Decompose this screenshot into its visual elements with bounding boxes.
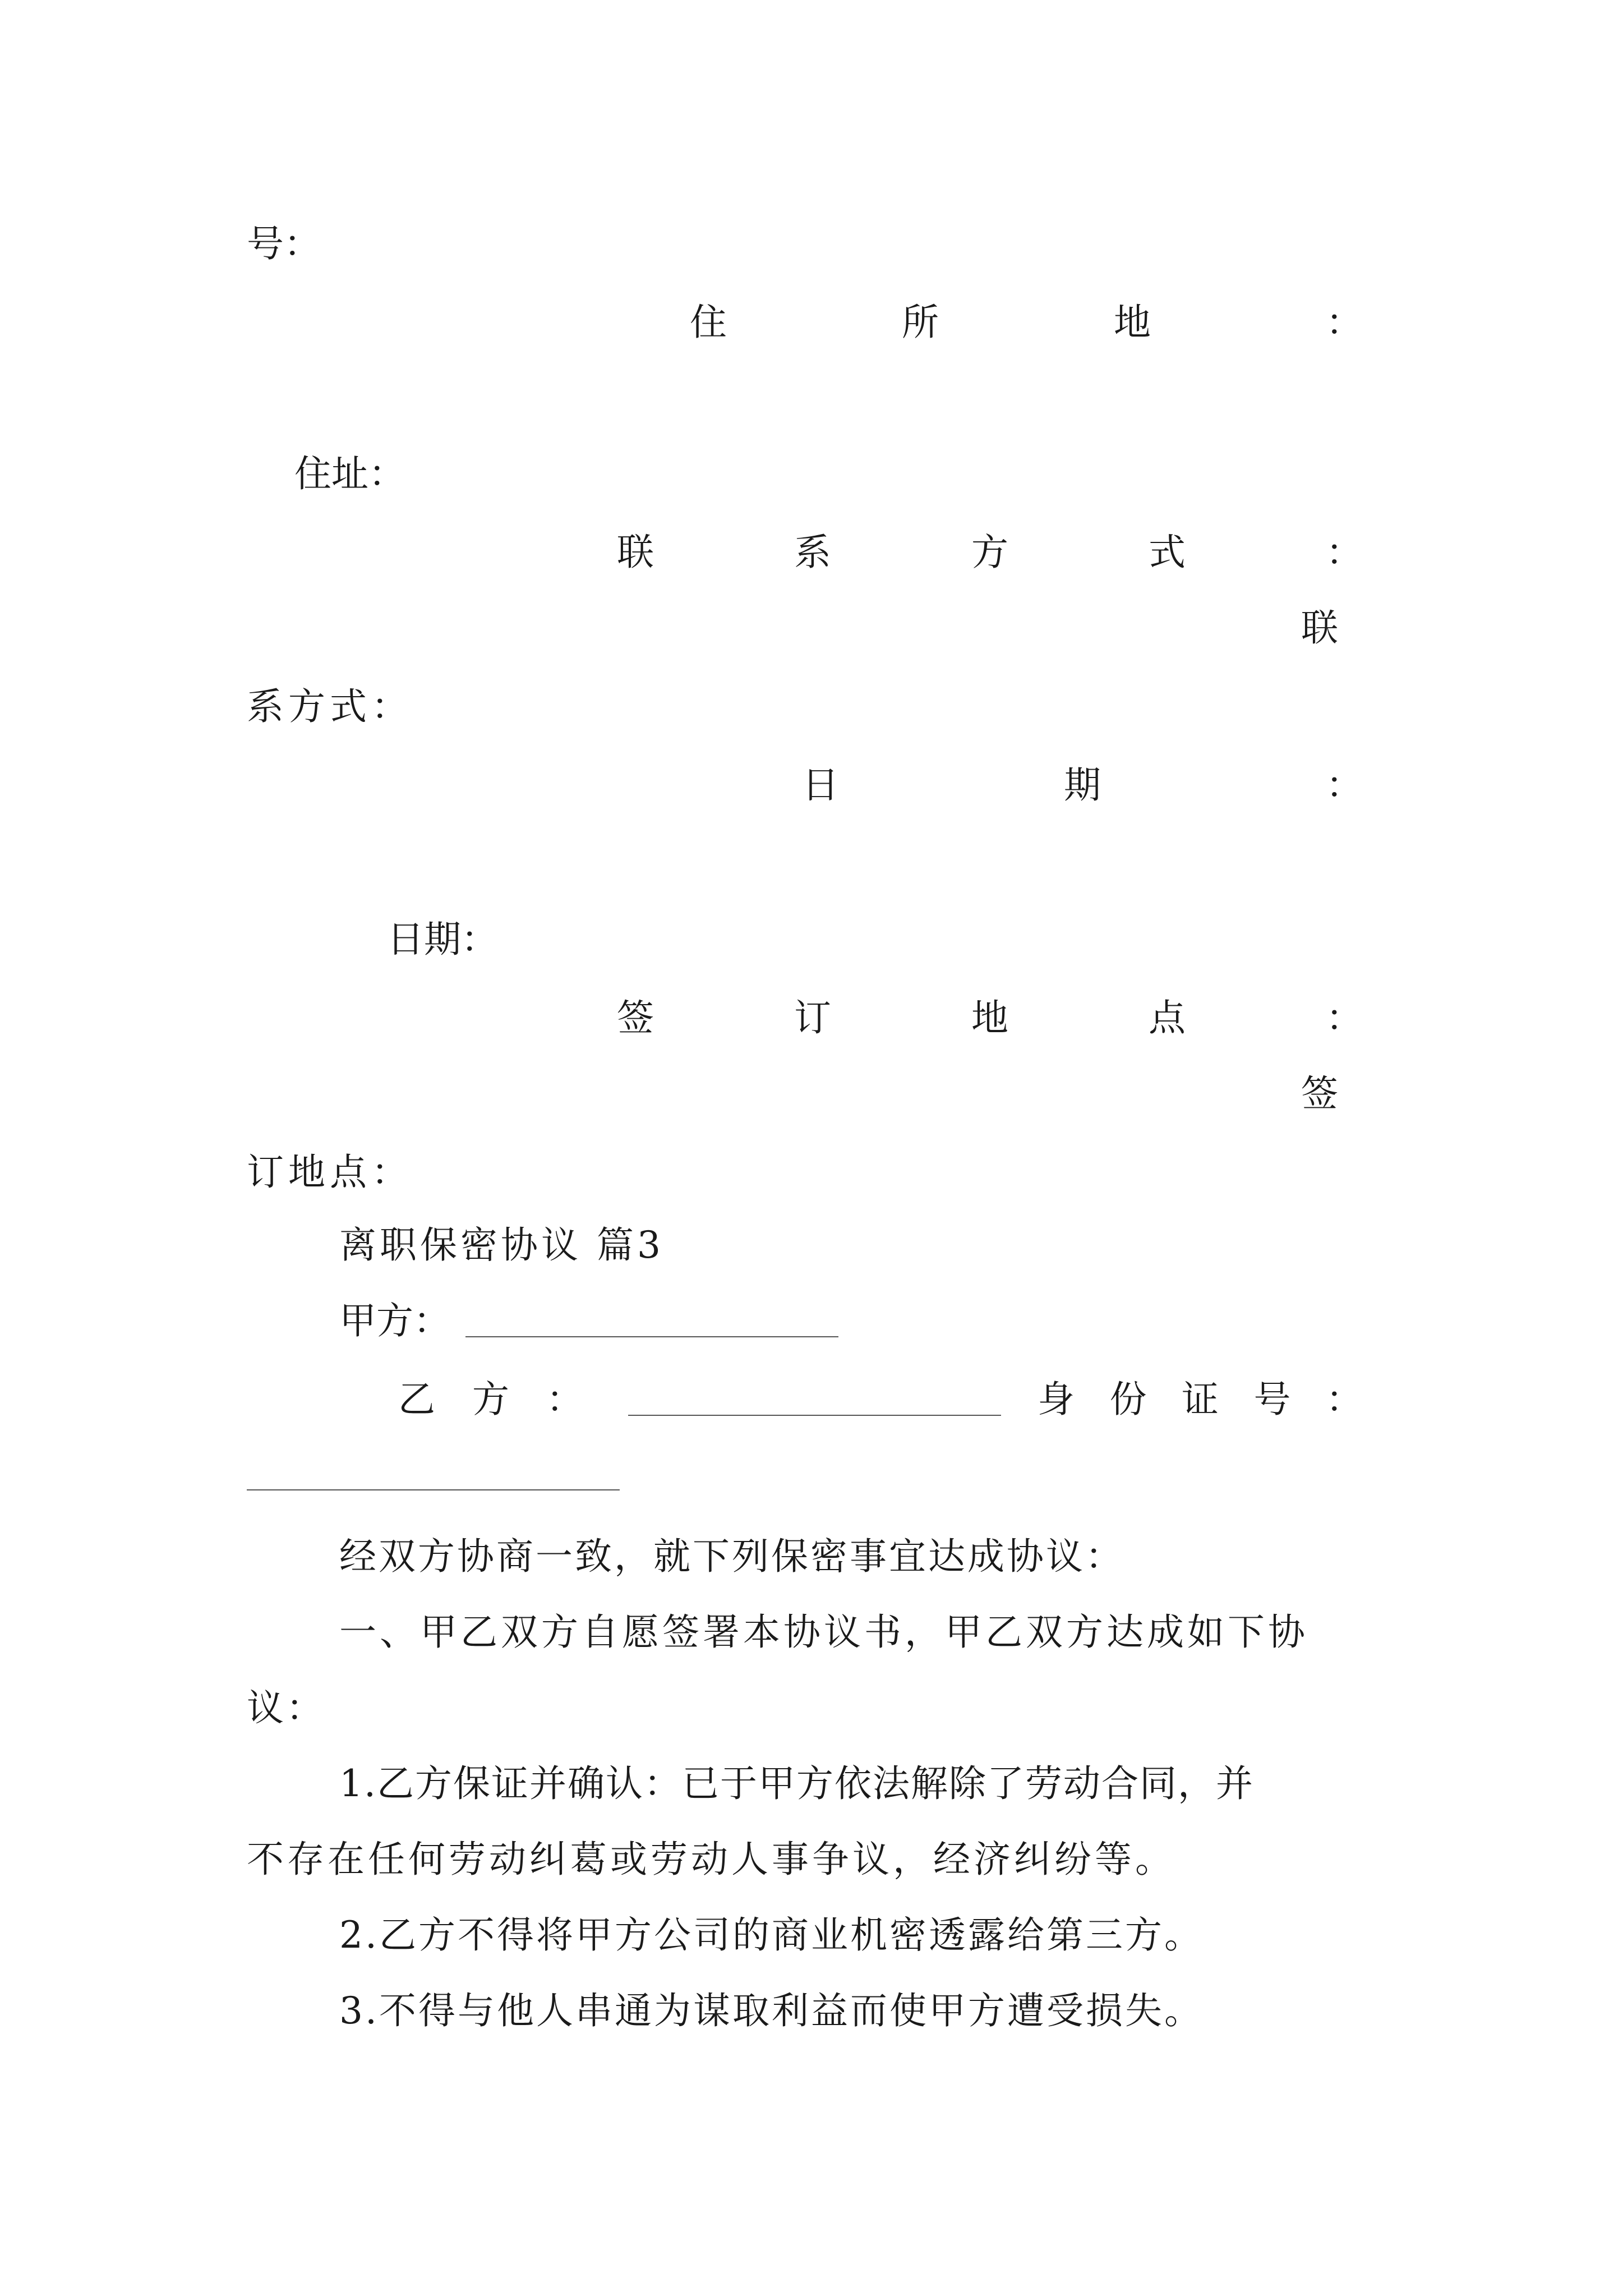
signing-char-5: ：	[1326, 996, 1363, 1039]
signing-place-spread-a	[617, 996, 1363, 1041]
party-b-char-1: 乙	[398, 1378, 435, 1421]
signing-char-4: 点	[1149, 996, 1186, 1039]
item-1-line-2: 不存在任何劳动纠葛或劳动人事争议，经济纠纷等。	[247, 1838, 1175, 1881]
contact-char-5: ：	[1326, 531, 1363, 574]
id-char-3: 证	[1182, 1378, 1219, 1421]
party-b-char-2: 方	[472, 1378, 509, 1421]
date-char-3: ：	[1326, 763, 1363, 807]
residence-label-spread	[690, 300, 1363, 345]
signing-char-1: 签	[617, 996, 654, 1039]
id-char-4: 号	[1253, 1378, 1291, 1421]
contact-char-2: 系	[794, 531, 831, 574]
residence-char-2: 所	[902, 301, 939, 344]
residence-char-3: 地	[1114, 301, 1151, 344]
contact-label-b-end: 系方式：	[247, 685, 413, 728]
date-label: 日期：	[387, 918, 498, 961]
residence-char-4: ：	[1326, 301, 1363, 344]
agreement-heading: 离职保密协议 篇3	[339, 1223, 664, 1267]
clause-1-line-1: 一、甲乙双方自愿签署本协议书，甲乙双方达成如下协	[339, 1611, 1308, 1654]
item-3: 3.不得与他人串通为谋取利益而使甲方遭受损失。	[339, 1989, 1204, 2032]
date-char-2: 期	[1064, 763, 1101, 807]
contact-char-4: 式	[1149, 531, 1186, 574]
id-number-label-tail: 号：	[247, 222, 321, 265]
contact-char-1: 联	[617, 531, 654, 574]
date-label-spread	[802, 763, 1363, 808]
id-char-5: ：	[1326, 1378, 1363, 1421]
clause-1-line-2: 议：	[247, 1686, 325, 1729]
signing-char-3: 地	[971, 996, 1008, 1039]
item-1-line-1: 1.乙方保证并确认：已于甲方依法解除了劳动合同，并	[339, 1762, 1254, 1805]
party-a-blank	[465, 1336, 838, 1337]
id-char-2: 份	[1109, 1378, 1147, 1421]
party-b-blank	[628, 1415, 1001, 1416]
contact-label-spread-a	[617, 530, 1363, 575]
item-2: 2.乙方不得将甲方公司的商业机密透露给第三方。	[339, 1913, 1204, 1957]
id-number-blank	[247, 1489, 620, 1490]
address-label: 住址：	[294, 452, 405, 495]
signing-place-b-end: 订地点：	[247, 1151, 413, 1194]
contact-label-b-start: 联	[1301, 606, 1338, 650]
id-number-label-spread	[1038, 1377, 1363, 1422]
signing-char-2: 订	[794, 996, 831, 1039]
party-a-row	[339, 1299, 450, 1343]
agreement-intro: 经双方协商一致，就下列保密事宜达成协议：	[339, 1535, 1124, 1578]
id-char-1: 身	[1038, 1378, 1075, 1421]
signing-place-b-start: 签	[1301, 1072, 1338, 1115]
party-b-char-3: ：	[546, 1378, 583, 1421]
contact-char-3: 方	[971, 531, 1008, 574]
date-char-1: 日	[802, 763, 839, 807]
party-a-label: 甲方：	[339, 1299, 450, 1342]
residence-char-1: 住	[690, 301, 727, 344]
party-b-label-spread	[398, 1377, 583, 1422]
